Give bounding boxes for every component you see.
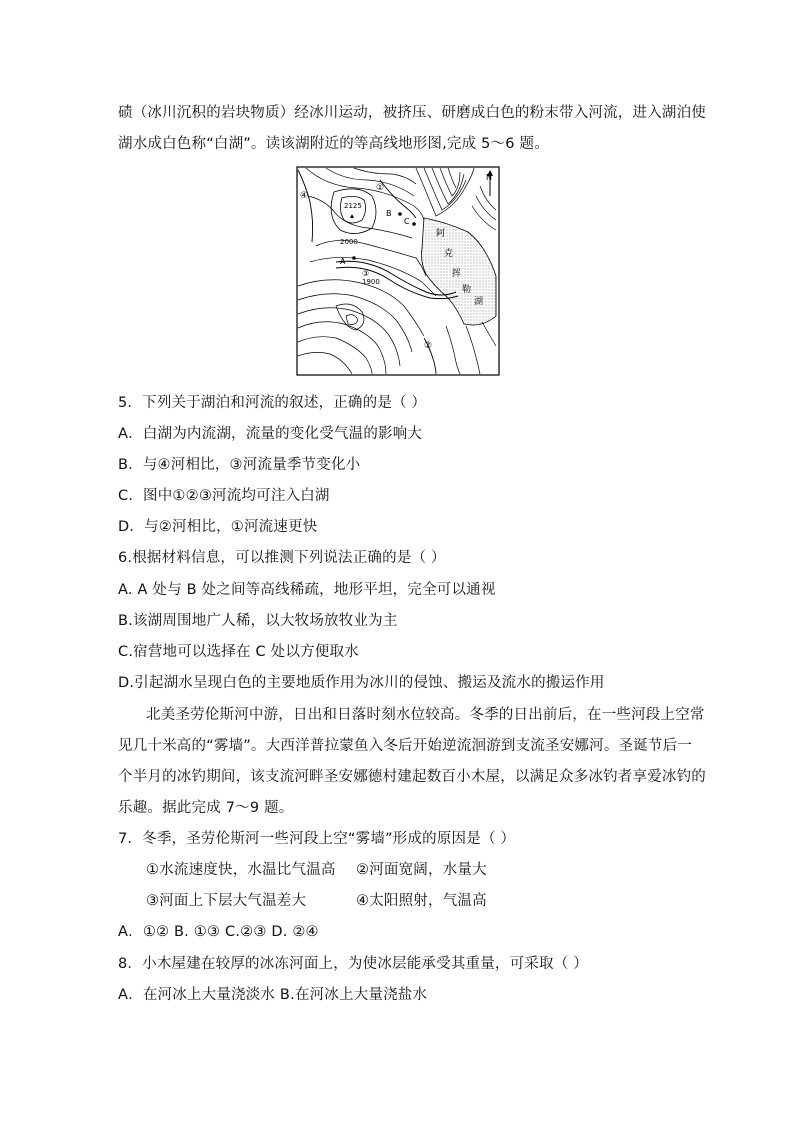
river-4-label: ④ — [300, 191, 309, 201]
lake-name-char-2: 克 — [444, 249, 454, 259]
q8-options-ab: A．在河冰上大量浇淡水 B.在河冰上大量浇盐水 — [118, 987, 428, 1003]
q7-choice-1: ①水流速度快，水温比气温高 — [146, 862, 336, 878]
lake-name-char-5: 湖 — [474, 297, 484, 307]
passage2-line-4: 乐趣。据此完成 7～9 题。 — [118, 800, 294, 816]
point-c-label: C — [404, 217, 410, 226]
point-b-label: B — [386, 209, 392, 218]
q7-choice-3: ③河面上下层大气温差大 — [146, 893, 307, 909]
contour-map — [296, 166, 500, 376]
elevation-1900-label: 1900 — [362, 278, 380, 286]
q7-stem: 7．冬季，圣劳伦斯河一些河段上空“雾墙”形成的原因是（ ） — [118, 831, 516, 847]
q6-option-d: D.引起湖水呈现白色的主要地质作用为冰川的侵蚀、搬运及流水的搬运作用 — [118, 675, 605, 691]
point-a-marker — [352, 256, 356, 260]
point-b-marker — [398, 212, 402, 216]
passage2-line-2: 见几十米高的“雾墙”。大西洋普拉蒙鱼入冬后开始逆流洄游到支流圣安娜河。圣诞节后一 — [118, 738, 693, 754]
lake-name-char-1: 阿 — [436, 229, 446, 239]
q5-stem: 5．下列关于湖泊和河流的叙述，正确的是（ ） — [118, 395, 427, 411]
lake-name-char-4: 勒 — [462, 285, 472, 295]
river-1-label: ① — [376, 183, 385, 193]
q7-choice-2: ②河面宽阔，水量大 — [356, 862, 487, 878]
elevation-2125-label: 2125 — [344, 202, 362, 210]
river-3-label: ③ — [362, 269, 370, 278]
q7-choice-4: ④太阳照射，气温高 — [356, 893, 487, 909]
lake-name-char-3: 挥 — [452, 269, 462, 279]
point-a-label: A — [340, 257, 346, 266]
intro-line-1: 碛（冰川沉积的岩块物质）经冰川运动，被挤压、研磨成白色的粉末带入河流，进入湖泊使 — [118, 105, 706, 121]
elevation-2000-label: 2000 — [340, 238, 358, 246]
q6-option-c: C.宿营地可以选择在 C 处以方便取水 — [118, 644, 359, 660]
q6-option-b: B.该湖周围地广人稀，以大牧场放牧业为主 — [118, 613, 398, 629]
q8-stem: 8．小木屋建在较厚的冰冻河面上，为使冰层能承受其重量，可采取（ ） — [118, 956, 588, 972]
q5-option-c: C．图中①②③河流均可注入白湖 — [118, 488, 330, 504]
river-2-label: ② — [424, 341, 433, 351]
q5-option-d: D．与②河相比，①河流速更快 — [118, 519, 318, 535]
passage2-line-3: 个半月的冰钓期间，该支流河畔圣安娜德村建起数百小木屋，以满足众多冰钓者享爱冰钓的 — [118, 769, 706, 785]
point-c-marker — [412, 222, 416, 226]
intro-line-2: 湖水成白色称“白湖”。读该湖附近的等高线地形图,完成 5～6 题。 — [118, 136, 549, 152]
q6-stem: 6.根据材料信息，可以推测下列说法正确的是（ ） — [118, 550, 446, 566]
q6-option-a: A. A 处与 B 处之间等高线稀疏，地形平坦，完全可以通视 — [118, 582, 496, 598]
q7-answers: A．①② B. ①③ C.②③ D. ②④ — [118, 924, 319, 940]
north-label: N — [486, 173, 492, 182]
q5-option-a: A．白湖为内流湖，流量的变化受气温的影响大 — [118, 426, 423, 442]
q5-option-b: B．与④河相比，③河流量季节变化小 — [118, 457, 361, 473]
passage2-line-1: 北美圣劳伦斯河中游，日出和日落时刻水位较高。冬季的日出前后，在一些河段上空常 — [146, 707, 705, 723]
